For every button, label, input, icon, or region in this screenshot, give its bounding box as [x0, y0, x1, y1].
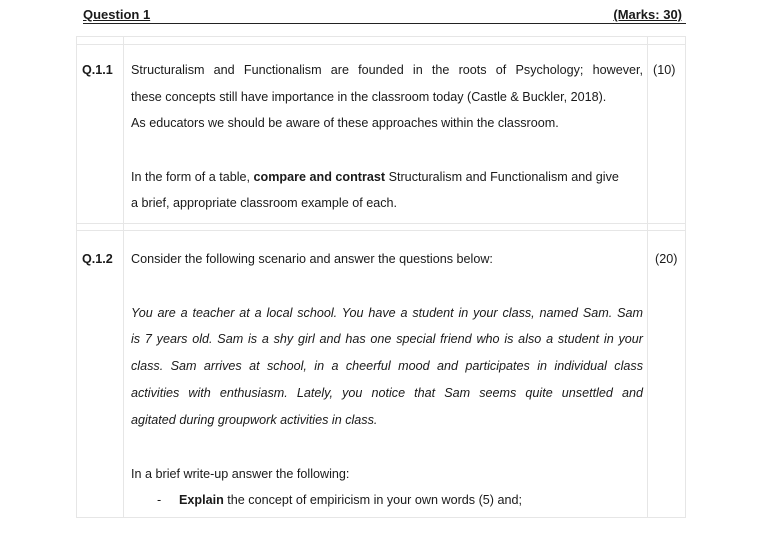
q111-task-suffix: Structuralism and Functionalism and give	[385, 170, 619, 184]
bullet-emphasis: Explain	[179, 493, 224, 507]
scenario-line-1: You are a teacher at a local school. You have a student in your class, named Sam. Sam	[131, 306, 643, 320]
scenario-line-3: class. Sam arrives at school, in a cheerful mood and participates in individual class	[131, 359, 643, 373]
column-divider-left	[123, 37, 124, 517]
bullet-marker: -	[157, 493, 162, 507]
scenario-line-5: agitated during groupwork activities in class.	[131, 413, 378, 427]
q112-intro: Consider the following scenario and answer the questions below:	[131, 252, 493, 266]
row-divider-middle-2	[77, 230, 685, 231]
q111-line-3: As educators we should be aware of these approaches within the classroom.	[131, 116, 559, 130]
q111-marks: (10)	[653, 63, 676, 77]
q111-line-2: these concepts still have importance in the classroom today (Castle & Buckler, 2018).	[131, 90, 607, 104]
q111-number: Q.1.1	[82, 63, 113, 77]
question-title: Question 1	[83, 7, 151, 22]
q112-marks: (20)	[655, 252, 678, 266]
row-divider-top	[77, 44, 685, 45]
writeup-intro: In a brief write-up answer the following:	[131, 467, 350, 481]
q111-task-emphasis: compare and contrast	[253, 170, 386, 184]
q111-task-line-2: a brief, appropriate classroom example of each.	[131, 196, 398, 210]
row-divider-middle	[77, 223, 685, 224]
q111-line-1: Structuralism and Functionalism are founded in the roots of Psychology; however,	[131, 63, 643, 77]
q111-task-line-1	[131, 164, 619, 191]
q111-task-prefix: In the form of a table,	[131, 170, 254, 184]
scenario-line-2: is 7 years old. Sam is a shy girl and has one special friend who is also a student in your	[131, 332, 643, 346]
scenario-line-4: activities with enthusiasm. Lately, you notice that Sam seems quite unsettled and	[131, 386, 643, 400]
question-marks: (Marks: 30)	[613, 7, 682, 22]
column-divider-right	[647, 37, 648, 517]
question-header	[83, 7, 686, 24]
bullet-text: the concept of empiricism in your own words (5) and;	[223, 493, 522, 507]
bullet-item	[179, 487, 522, 514]
q112-number: Q.1.2	[82, 252, 113, 266]
